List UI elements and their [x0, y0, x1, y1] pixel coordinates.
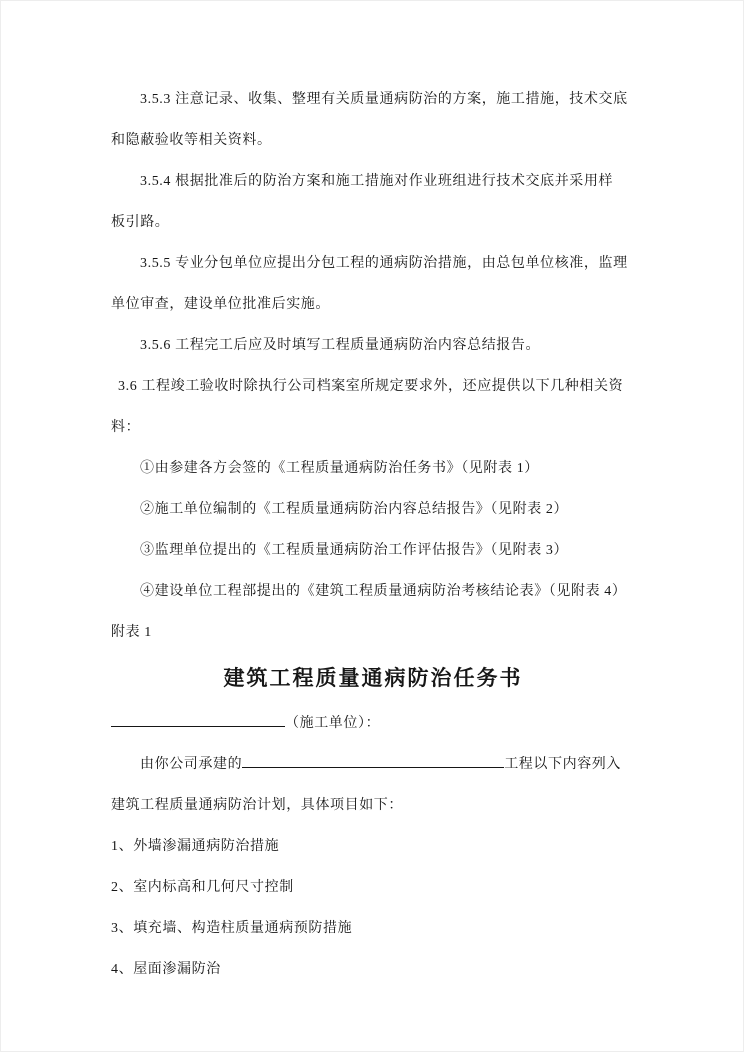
text-line: [111, 703, 635, 744]
text-line: 1、外墙渗漏通病防治措施: [111, 839, 280, 854]
text-line: ④建设单位工程部提出的《建筑工程质量通病防治考核结论表》（见附表 4）: [140, 584, 627, 599]
document-body: [111, 79, 635, 990]
fill-in-blank-underline: [242, 753, 504, 768]
text-line: ①由参建各方会签的《工程质量通病防治任务书》（见附表 1）: [140, 461, 539, 476]
text-line: ③监理单位提出的《工程质量通病防治工作评估报告》（见附表 3）: [140, 543, 569, 558]
text-line: 料：: [111, 420, 141, 435]
text-line: ②施工单位编制的《工程质量通病防治内容总结报告》（见附表 2）: [140, 502, 569, 517]
text-line: 单位审查，建设单位批准后实施。: [111, 297, 330, 312]
text-line: 3.5.4 根据批准后的防治方案和施工措施对作业班组进行技术交底并采用样: [140, 174, 614, 189]
text-line: 附表 1: [111, 625, 152, 640]
document-title: 建筑工程质量通病防治任务书: [223, 666, 523, 690]
text-line: 3.5.3 注意记录、收集、整理有关质量通病防治的方案，施工措施，技术交底: [140, 92, 628, 107]
text-segment: 工程以下内容列入: [504, 757, 622, 772]
text-line: 板引路。: [111, 215, 170, 230]
text-line: 3、填充墙、构造柱质量通病预防措施: [111, 921, 353, 936]
text-segment: 由你公司承建的: [140, 757, 243, 772]
text-segment: （施工单位）：: [285, 716, 381, 731]
text-line: 建筑工程质量通病防治计划，具体项目如下：: [111, 798, 403, 813]
text-line: 3.5.6 工程完工后应及时填写工程质量通病防治内容总结报告。: [140, 338, 541, 353]
text-line: [111, 744, 635, 785]
text-line: 2、室内标高和几何尺寸控制: [111, 880, 294, 895]
text-line: 3.6 工程竣工验收时除执行公司档案室所规定要求外，还应提供以下几种相关资: [118, 379, 624, 394]
text-line: 4、屋面渗漏防治: [111, 962, 221, 977]
fill-in-blank-underline: [111, 712, 285, 727]
text-line: 和隐蔽验收等相关资料。: [111, 133, 272, 148]
text-line: 3.5.5 专业分包单位应提出分包工程的通病防治措施，由总包单位核准，监理: [140, 256, 628, 271]
